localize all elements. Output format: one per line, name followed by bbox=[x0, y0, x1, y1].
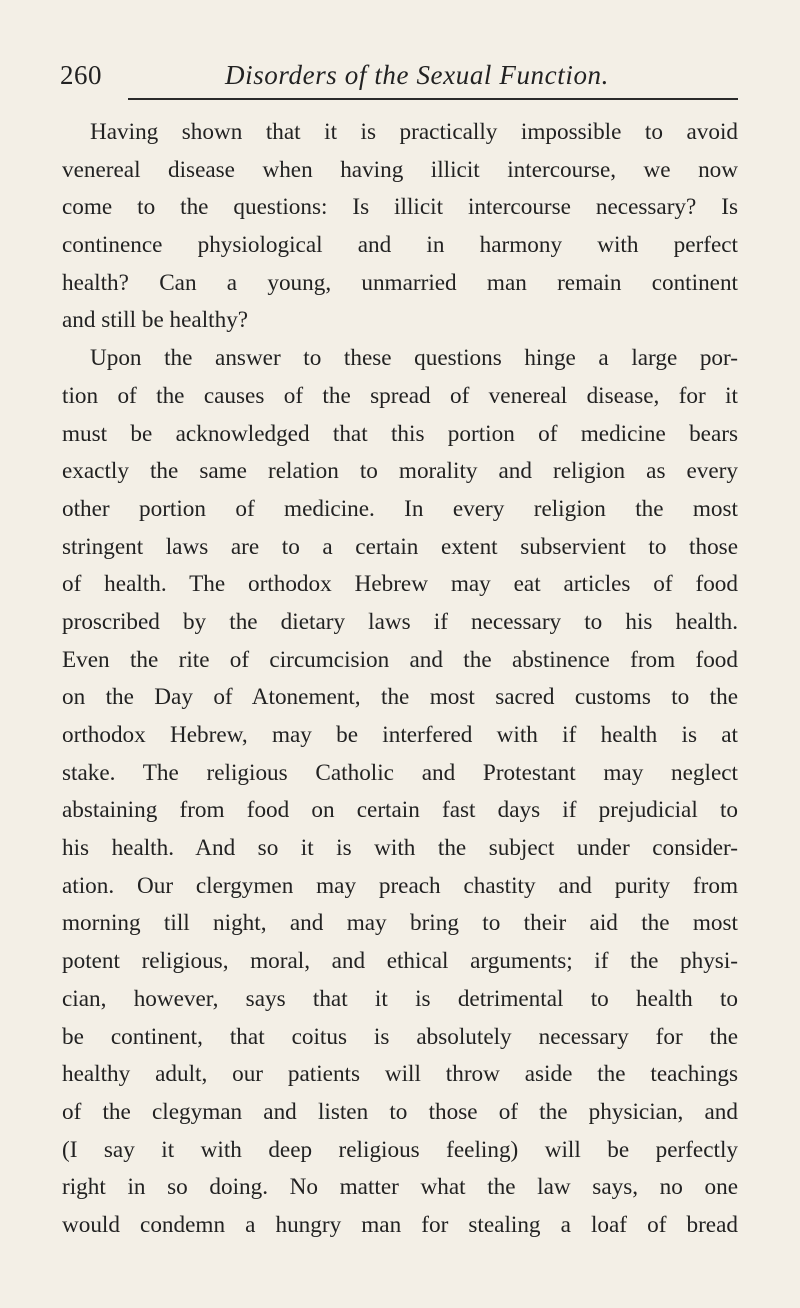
text-line: proscribed by the dietary laws if necessary to his health. bbox=[62, 608, 738, 635]
text-line: stake. The religious Catholic and Protestant may neglect bbox=[62, 759, 738, 786]
text-line: (I say it with deep religious feeling) will be perfectly bbox=[62, 1136, 738, 1163]
text-line: on the Day of Atonement, the most sacred customs to the bbox=[62, 684, 738, 711]
text-line: come to the questions: Is illicit intercourse necessary? Is bbox=[62, 194, 738, 221]
text-line: cian, however, says that it is detrimental to health to bbox=[62, 985, 738, 1012]
text-line: venereal disease when having illicit intercourse, we now bbox=[62, 156, 738, 183]
text-line: Even the rite of circumcision and the abstinence from food bbox=[62, 646, 738, 673]
text-line: must be acknowledged that this portion of medicine bears bbox=[62, 420, 738, 447]
text-line: exactly the same relation to morality and religion as every bbox=[62, 458, 738, 485]
text-line: continence physiological and in harmony with perfect bbox=[62, 232, 738, 259]
body-text bbox=[62, 114, 738, 1245]
page-number: 260 bbox=[60, 60, 102, 90]
text-line: his health. And so it is with the subject under consider- bbox=[62, 835, 738, 862]
text-line: stringent laws are to a certain extent subservient to those bbox=[62, 533, 738, 560]
text-line: orthodox Hebrew, may be interfered with if health is at bbox=[62, 722, 738, 748]
text-line: morning till night, and may bring to their aid the most bbox=[62, 910, 738, 937]
text-line: of health. The orthodox Hebrew may eat articles of food bbox=[62, 571, 738, 598]
text-line: Upon the answer to these questions hinge a large por- bbox=[90, 345, 738, 372]
text-line: tion of the causes of the spread of venereal disease, for it bbox=[62, 382, 738, 409]
page-header bbox=[60, 58, 740, 98]
text-line: and still be healthy? bbox=[62, 307, 249, 334]
text-line: other portion of medicine. In every religion the most bbox=[62, 495, 738, 522]
text-line: healthy adult, our patients will throw aside the teachings bbox=[62, 1061, 738, 1088]
text-line: would condemn a hungry man for stealing a loaf of bread bbox=[62, 1211, 738, 1238]
text-line: health? Can a young, unmarried man remain continent bbox=[62, 269, 738, 296]
text-line: potent religious, moral, and ethical arguments; if the physi- bbox=[62, 948, 738, 975]
text-line: right in so doing. No matter what the law says, no one bbox=[62, 1174, 738, 1201]
text-line: be continent, that coitus is absolutely necessary for the bbox=[62, 1023, 738, 1050]
text-line: abstaining from food on certain fast days if prejudicial to bbox=[62, 797, 738, 824]
text-line: Having shown that it is practically impossible to avoid bbox=[90, 119, 738, 145]
header-rule bbox=[128, 98, 738, 100]
text-line: of the clegyman and listen to those of the physician, and bbox=[62, 1098, 738, 1125]
running-head: Disorders of the Sexual Function. bbox=[225, 60, 609, 90]
text-line: ation. Our clergymen may preach chastity and purity from bbox=[62, 872, 738, 899]
